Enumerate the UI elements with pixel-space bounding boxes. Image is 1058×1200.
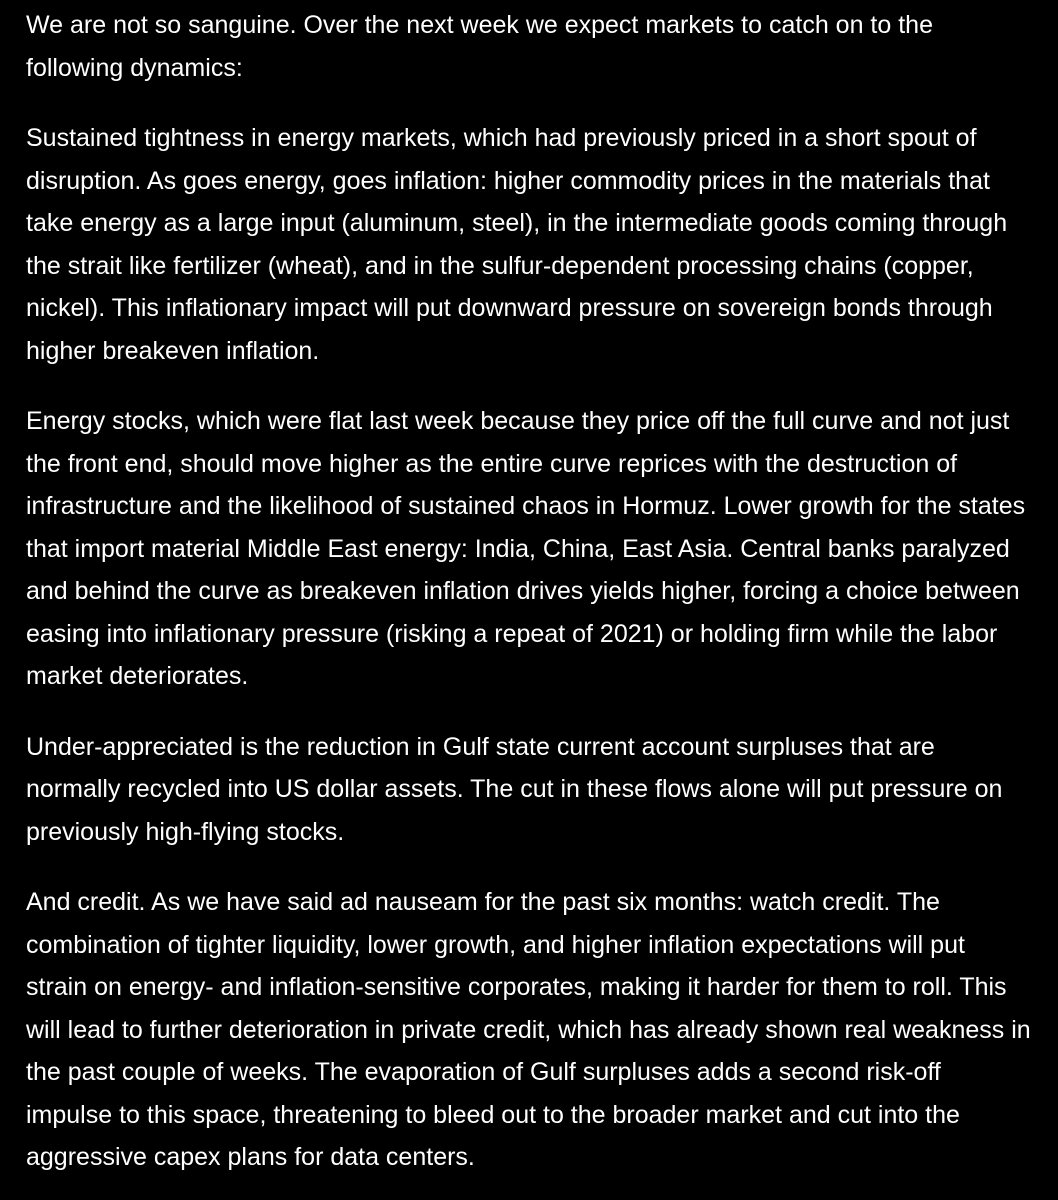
paragraph-intro: We are not so sanguine. Over the next week we expect markets to catch on to the following dynamics: [26, 11, 933, 82]
paragraph-energy-stocks: Energy stocks, which were flat last week because they price off the full curve and not just the front end, should move higher as the entire curve reprices with the destruction of infrastructure and the likelihood of sustained chaos in Hormuz. Lower growth for the states that import material Middle East energy: India, China, East Asia. Central banks paralyzed and behind the curve as breakeven inflation drives yields higher, forcing a choice between easing into inflationary pressure (risking a repeat of 2021) or holding firm while the labor market deteriorates. [26, 407, 1026, 690]
paragraph-energy-markets: Sustained tightness in energy markets, which had previously priced in a short spout of disruption. As goes energy, goes inflation: higher commodity prices in the materials that take energy as a large input (aluminum, steel), in the intermediate goods coming through the strait like fertilizer (wheat), and in the sulfur-dependent processing chains (copper, nickel). This inflationary impact will put downward pressure on sovereign bonds through higher breakeven inflation. [26, 124, 1008, 365]
paragraph-credit: And credit. As we have said ad nauseam for the past six months: watch credit. The combination of tighter liquidity, lower growth, and higher inflation expectations will put strain on energy- and inflation-sensitive corporates, making it harder for them to roll. This will lead to further deterioration in private credit, which has already shown real weakness in the past couple of weeks. The evaporation of Gulf surpluses adds a second risk-off impulse to this space, threatening to bleed out to the broader market and cut into the aggressive capex plans for data centers. [26, 888, 1031, 1171]
paragraph-gulf-surpluses: Under-appreciated is the reduction in Gulf state current account surpluses that are normally recycled into US dollar assets. The cut in these flows alone will put pressure on previously high-flying stocks. [26, 732, 1003, 846]
